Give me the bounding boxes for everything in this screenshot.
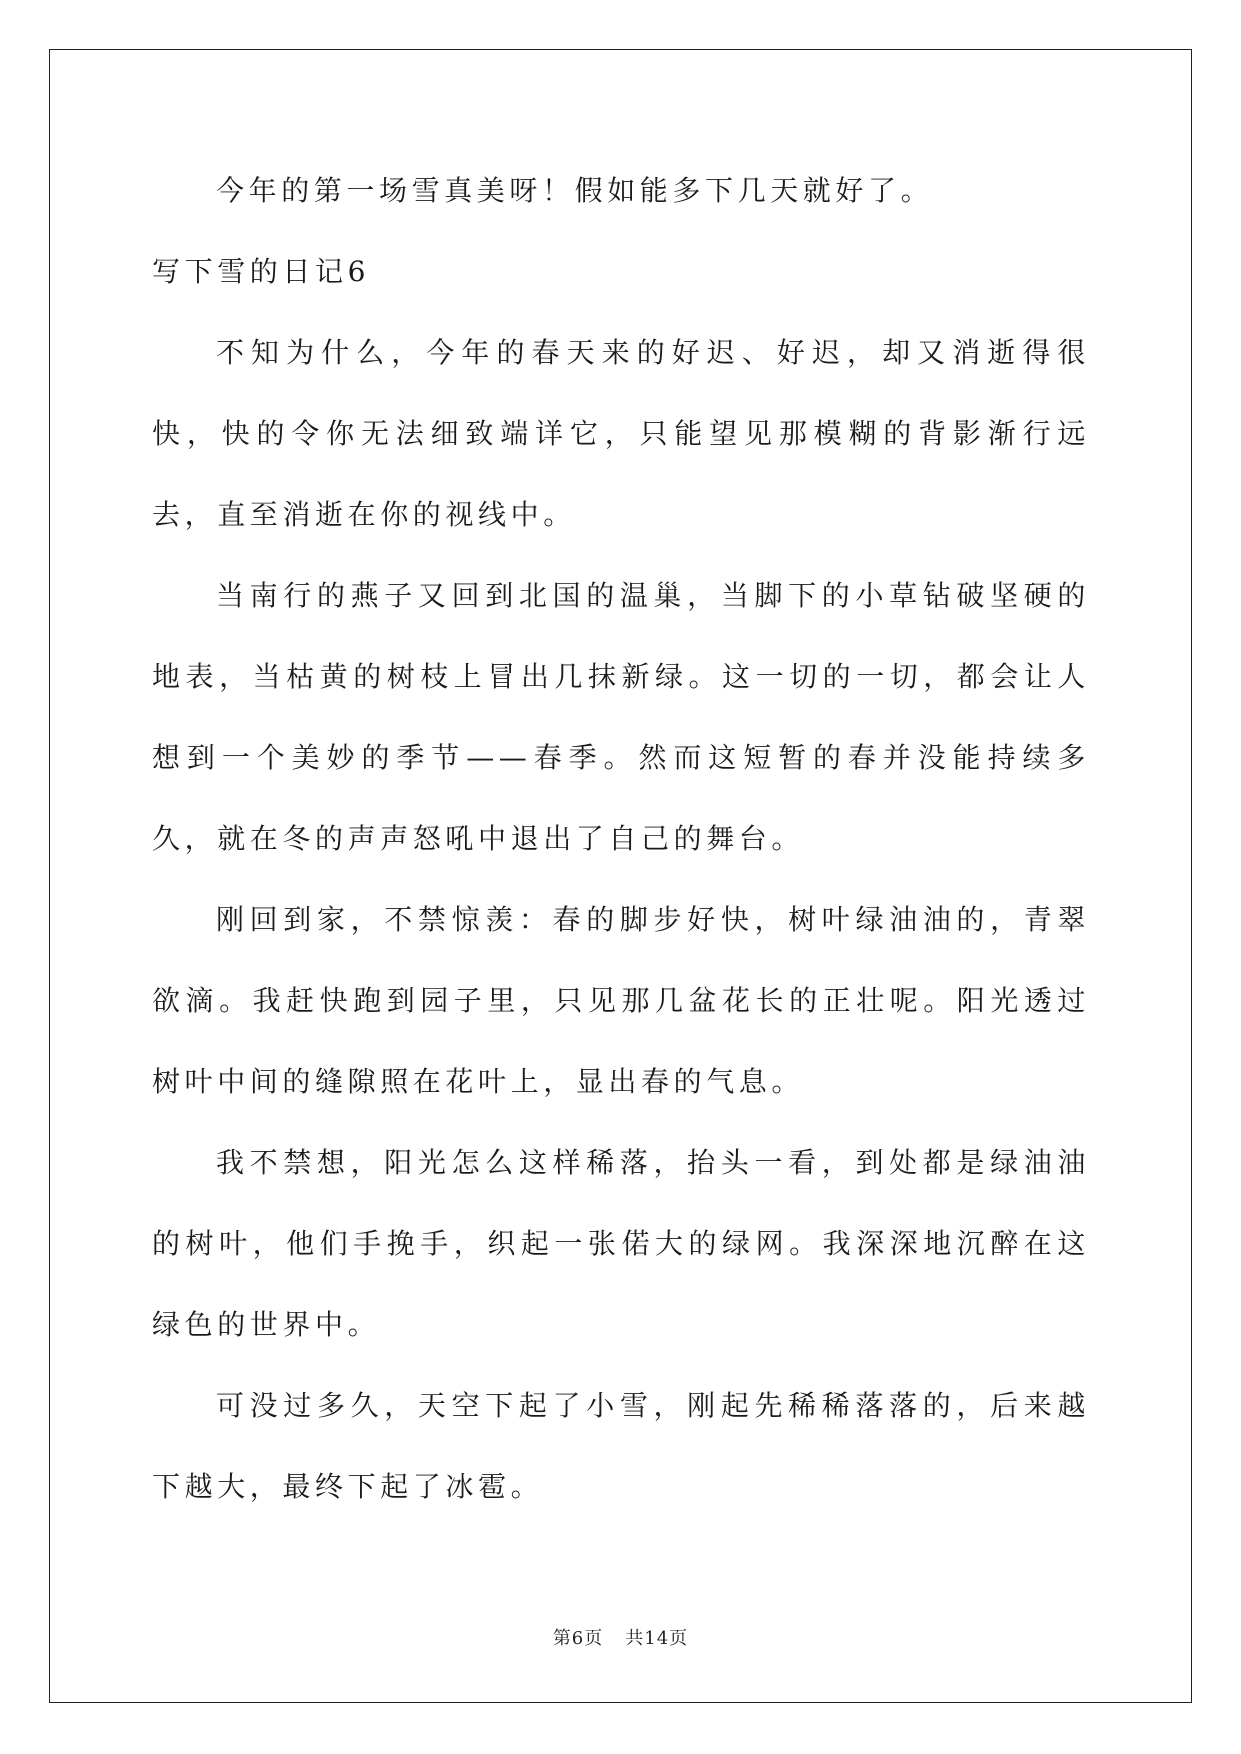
page-number: 第6页 [552, 1628, 604, 1649]
page-footer [0, 1624, 1241, 1650]
paragraph: 当南行的燕子又回到北国的温巢，当脚下的小草钻破坚硬的地表，当枯黄的树枝上冒出几抹新绿。这一切的一切，都会让人想到一个美妙的季节——春季。然而这短暂的春并没能持续多久，就在冬的声声怒吼中退出了自己的舞台。 [152, 579, 1090, 855]
page-total: 共14页 [625, 1628, 689, 1649]
paragraph: 今年的第一场雪真美呀！假如能多下几天就好了。 [216, 174, 934, 207]
section-heading: 写下雪的日记6 [152, 255, 371, 288]
paragraph: 刚回到家，不禁惊羡：春的脚步好快，树叶绿油油的，青翠欲滴。我赶快跑到园子里，只见那几盆花长的正壮呢。阳光透过树叶中间的缝隙照在花叶上，显出春的气息。 [152, 903, 1090, 1098]
paragraph: 我不禁想，阳光怎么这样稀落，抬头一看，到处都是绿油油的树叶，他们手挽手，织起一张偌大的绿网。我深深地沉醉在这绿色的世界中。 [152, 1146, 1090, 1341]
document-body [152, 150, 1090, 1527]
paragraph: 不知为什么，今年的春天来的好迟、好迟，却又消逝得很快，快的令你无法细致端详它，只能望见那模糊的背影渐行远去，直至消逝在你的视线中。 [152, 336, 1090, 531]
paragraph: 可没过多久，天空下起了小雪，刚起先稀稀落落的，后来越下越大，最终下起了冰雹。 [152, 1389, 1090, 1503]
